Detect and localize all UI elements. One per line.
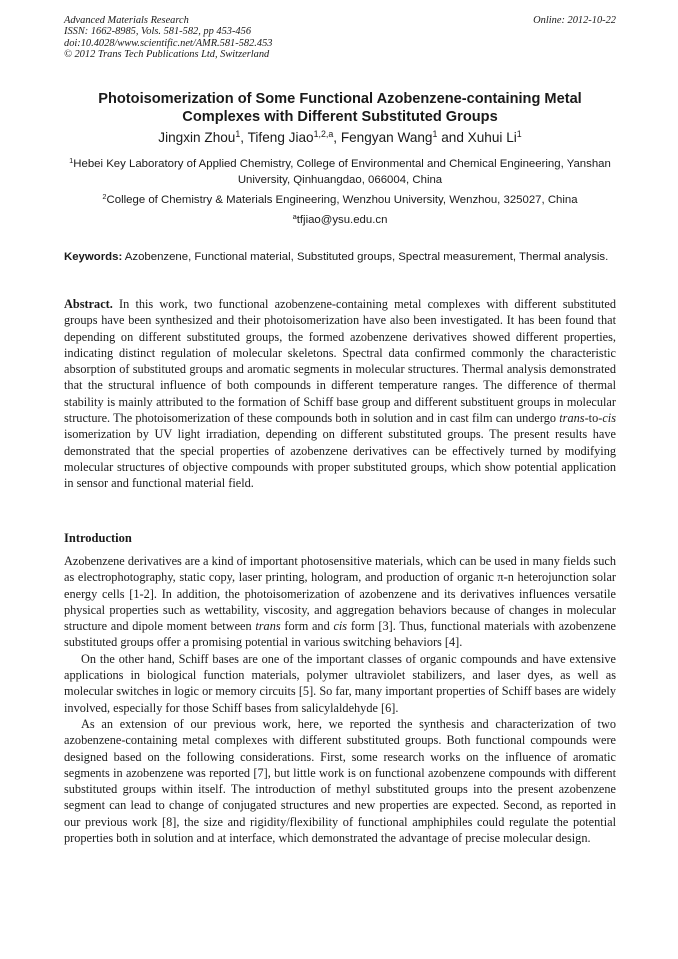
affiliation-text: Hebei Key Laboratory of Applied Chemistry, College of Environmental and Chemical Engineering, Yanshan University, Qinhuangdao, 066004, China: [73, 158, 611, 186]
intro-paragraph-1: [64, 553, 616, 651]
copyright-line: © 2012 Trans Tech Publications Ltd, Switzerland: [64, 49, 270, 61]
abstract-label: Abstract.: [64, 297, 113, 311]
journal-header: [64, 15, 616, 61]
intro-paragraph-2: On the other hand, Schiff bases are one of the important classes of organic compounds and have extensive applications in biological function materials, polymer ultraviolet stabilizers, and laser dyes, as well as molecular switches in logic or memory circuits [5]. So far, many important properties of Schiff bases are widely involved, especially for those Schiff bases from salicylaldehyde [6].: [64, 651, 616, 715]
doi-line: doi:10.4028/www.scientific.net/AMR.581-582.453: [64, 37, 273, 49]
intro-text: form and: [280, 619, 334, 634]
intro-paragraph-3: As an extension of our previous work, here, we reported the synthesis and characterization of two azobenzene-containing metal complexes with different substituted groups. Both functional compounds were designed based on the following considerations. First, some research works on the influence of aromatic segments in azobenzene was reported [7], but little work is on functional azobenzene compounds with different substituted groups within itself. The introduction of methyl substituted groups into the present azobenzene segment can lead to change of conjugated structures and new properties are expected. Second, as reported in our previous work [8], the size and rigidity/flexibility of functional amphiphiles could regulate the potential properties both in solution and at interface, which demonstrated the advantage of precise molecular design.: [64, 716, 616, 846]
paper-title: Photoisomerization of Some Functional Azobenzene-containing Metal Complexes with Different Substituted Groups: [98, 91, 582, 125]
author-name: Xuhui Li: [467, 130, 517, 145]
author-name: Tifeng Jiao: [247, 130, 314, 145]
intro-text: form [3]. Thus, functional materials with azobenzene substituted groups offer a promising potential in various switching behaviors [4].: [64, 619, 616, 650]
issn-line: ISSN: 1662-8985, Vols. 581-582, pp 453-456: [64, 26, 252, 38]
journal-name: Advanced Materials Research: [64, 15, 189, 26]
email-mark: a: [292, 211, 297, 221]
abstract-cis: cis: [602, 411, 616, 426]
intro-cis: cis: [333, 619, 348, 634]
author-affiliation-mark: 1,2,a: [313, 129, 334, 140]
author-name: Jingxin Zhou: [158, 130, 236, 145]
author-affiliation-mark: 1: [516, 129, 522, 140]
email-address: tfjiao@ysu.edu.cn: [296, 214, 388, 226]
affiliation-2: [64, 193, 616, 209]
keywords-text: Azobenzene, Functional material, Substituted groups, Spectral measurement, Thermal analysis.: [122, 251, 609, 263]
section-heading: Introduction: [64, 531, 132, 545]
author-name: Fengyan Wang: [340, 130, 433, 145]
keywords: [64, 250, 616, 265]
introduction-body: [64, 553, 616, 846]
abstract-text: In this work, two functional azobenzene-containing metal complexes with different substituted groups have been synthesized and their photoisomerization have also been investigated. It has been found that depending on different substituted groups, the formed azobenzene derivatives showed different properties, indicating distinct regulation of molecular skeletons. Spectral data confirmed commonly the characteristic absorption of substituted groups and aromatic segments in molecular structures. Thermal analysis demonstrated that the structural influence of both compounds in different temperature ranges. The difference of thermal stability is mainly attributed to the formation of Schiff base group and different substituent groups in molecular structure. The photoisomerization of these compounds both in solution and in cast film can undergo: [64, 297, 616, 426]
affiliation-1: [64, 157, 616, 188]
abstract: [64, 296, 616, 492]
affiliation-text: College of Chemistry & Materials Engineering, Wenzhou University, Wenzhou, 325027, China: [106, 194, 578, 206]
corresponding-email: [64, 213, 616, 229]
intro-trans: trans: [255, 619, 281, 634]
affiliation-mark: 1: [69, 155, 74, 165]
abstract-trans: trans: [559, 411, 585, 426]
abstract-to: -to-: [584, 411, 603, 426]
author-and: and: [437, 130, 468, 145]
keywords-label: Keywords:: [64, 251, 123, 263]
author-affiliation-mark: 1: [235, 129, 241, 140]
author-separator: ,: [240, 130, 248, 145]
intro-text: Azobenzene derivatives are a kind of important photosensitive materials, which can be used in many fields such as electrophotography, static copy, laser printing, hologram, and production of organic π-n heterojunction solar energy cells [1-2]. In addition, the photoisomerization of azobenzene and its derivatives influences versatile physical properties such as wettability, viscosity, and aggregation behaviors because of changes in molecular structure and dipole moment between: [64, 554, 616, 634]
author-list: [64, 129, 616, 147]
affiliation-mark: 2: [102, 191, 107, 201]
online-date: Online: 2012-10-22: [533, 15, 616, 26]
author-affiliation-mark: 1: [432, 129, 438, 140]
abstract-text-cont: isomerization by UV light irradiation, depending on different substituted groups. The present results have demonstrated that the special properties of azobenzene derivatives can be effectively turned by modifying molecular structures of objective compounds with proper substituted groups, which show potential application in sensor and functional material field.: [64, 427, 616, 491]
author-separator: ,: [333, 130, 341, 145]
